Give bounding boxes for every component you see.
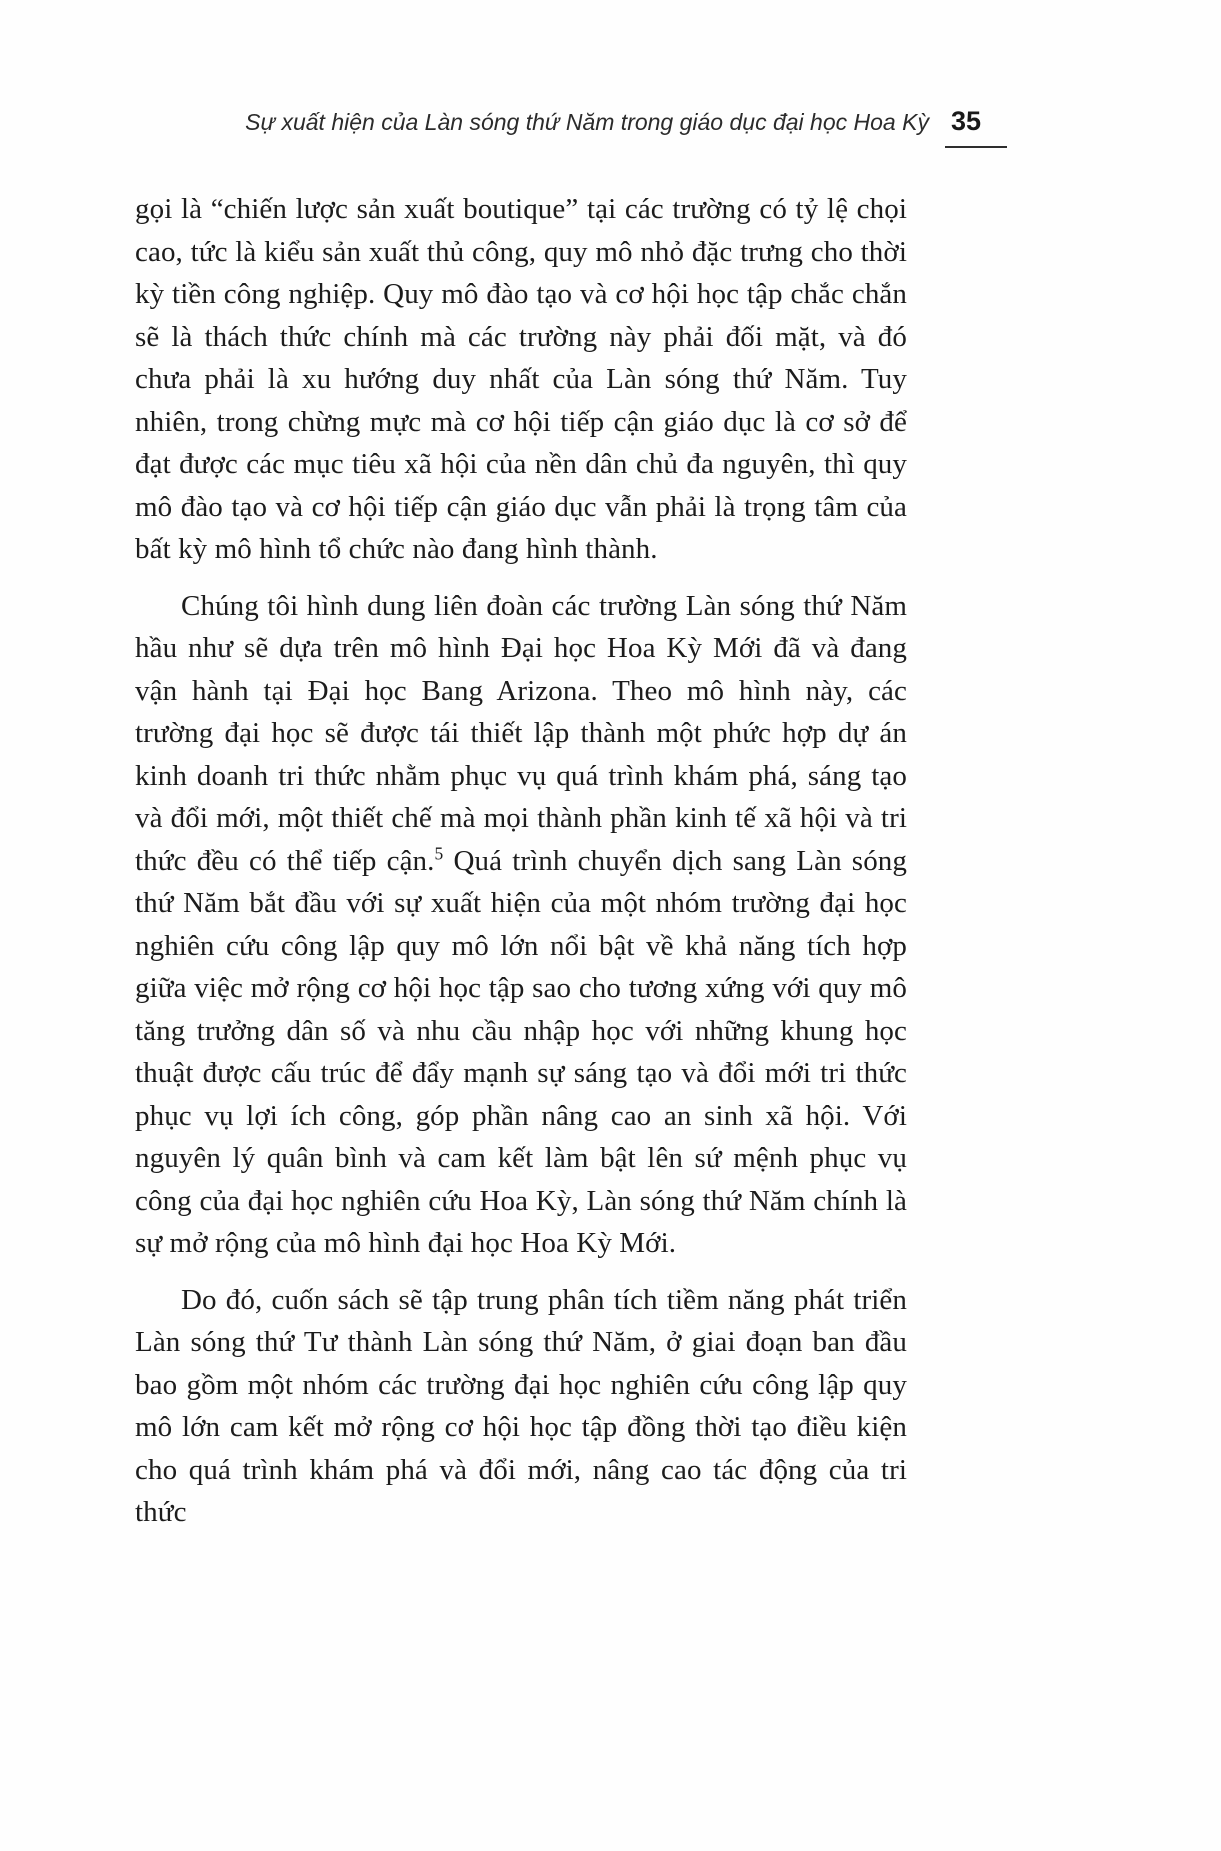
paragraph-3: Do đó, cuốn sách sẽ tập trung phân tích tiềm năng phát triển Làn sóng thứ Tư thành Làn sóng thứ Năm, ở giai đoạn ban đầu bao gồm một nhóm các trường đại học nghiên cứu công lập quy mô lớn cam kết mở rộng cơ hội học tập đồng thời tạo điều kiện cho quá trình khám phá và đổi mới, nâng cao tác động của tri thức <box>135 1283 907 1528</box>
running-title: Sự xuất hiện của Làn sóng thứ Năm trong giáo dục đại học Hoa Kỳ <box>245 109 929 135</box>
paragraph-2 <box>135 585 907 1265</box>
footnote-marker: 5 <box>434 842 444 863</box>
paragraph-1: gọi là “chiến lược sản xuất boutique” tại các trường có tỷ lệ chọi cao, tức là kiểu sản xuất thủ công, quy mô nhỏ đặc trưng cho thời kỳ tiền công nghiệp. Quy mô đào tạo và cơ hội học tập chắc chắn sẽ là thách thức chính mà các trường này phải đối mặt, và đó chưa phải là xu hướng duy nhất của Làn sóng thứ Năm. Tuy nhiên, trong chừng mực mà cơ hội tiếp cận giáo dục là cơ sở để đạt được các mục tiêu xã hội của nền dân chủ đa nguyên, thì quy mô đào tạo và cơ hội tiếp cận giáo dục vẫn phải là trọng tâm của bất kỳ mô hình tổ chức nào đang hình thành. <box>135 193 907 565</box>
body-text <box>135 188 907 1548</box>
paragraph-2-text-before-footnote: Chúng tôi hình dung liên đoàn các trường Làn sóng thứ Năm hầu như sẽ dựa trên mô hình Đại học Hoa Kỳ Mới đã và đang vận hành tại Đại học Bang Arizona. Theo mô hình này, các trường đại học sẽ được tái thiết lập thành một phức hợp dự án kinh doanh tri thức nhằm phục vụ quá trình khám phá, sáng tạo và đổi mới, một thiết chế mà mọi thành phần kinh tế xã hội và tri thức đều có thể tiếp cận. <box>135 589 907 877</box>
paragraph-2-text-after-footnote: Quá trình chuyển dịch sang Làn sóng thứ Năm bắt đầu với sự xuất hiện của một nhóm trường đại học nghiên cứu công lập quy mô lớn nổi bật về khả năng tích hợp giữa việc mở rộng cơ hội học tập sao cho tương xứng với quy mô tăng trưởng dân số và nhu cầu nhập học với những khung học thuật được cấu trúc để đẩy mạnh sự sáng tạo và đổi mới tri thức phục vụ lợi ích công, góp phần nâng cao an sinh xã hội. Với nguyên lý quân bình và cam kết làm bật lên sứ mệnh phục vụ công của đại học nghiên cứu Hoa Kỳ, Làn sóng thứ Năm chính là sự mở rộng của mô hình đại học Hoa Kỳ Mới. <box>135 844 907 1259</box>
page-number: 35 <box>945 106 1007 148</box>
page-header <box>135 106 1007 148</box>
